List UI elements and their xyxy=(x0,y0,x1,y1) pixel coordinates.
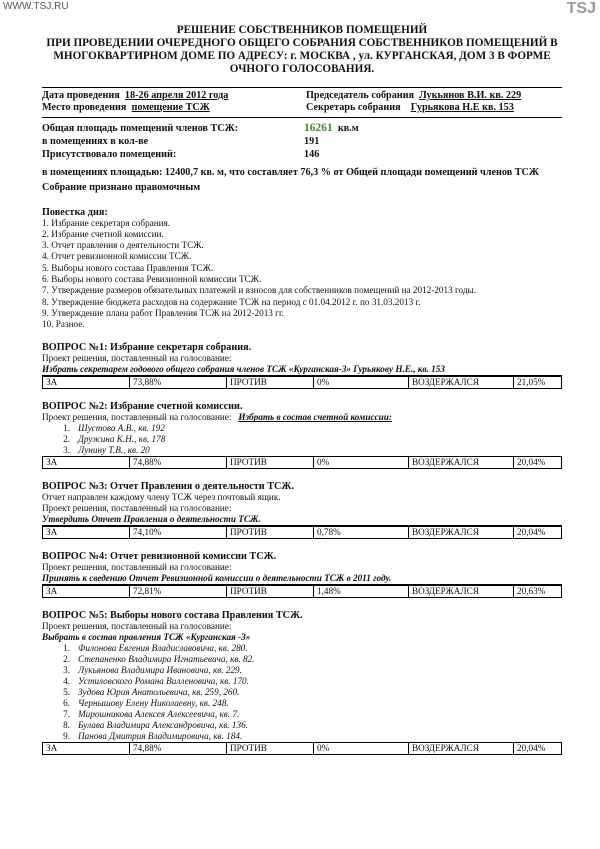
date-value: 18-26 апреля 2012 года xyxy=(124,90,229,101)
agenda-item: 7. Утверждение размеров обязательных платежей и взносов для собственников помещений на 2012-2013 годы. xyxy=(42,285,477,296)
decision-text: Избрать в состав счетной комиссии: xyxy=(238,412,392,423)
agenda-item: 3. Отчет правления о деятельности ТСЖ. xyxy=(42,240,204,251)
list-item: 6. Чернышову Елену Николаевну, кв. 248. xyxy=(63,698,229,709)
question-5 xyxy=(42,610,562,755)
vote-for-value: 72,81% xyxy=(130,586,227,598)
stat-label: Общая площадь помещений членов ТСЖ: xyxy=(42,123,239,134)
secretary-label: Секретарь собрания xyxy=(306,102,401,113)
agenda-item: 9. Утверждение плана работ Правления ТСЖ на 2012-2013 гг. xyxy=(42,307,284,318)
vote-for-value: 74,10% xyxy=(130,527,227,539)
vote-abstain-value: 20,04% xyxy=(514,457,562,469)
quorum-text: Собрание признано правомочным xyxy=(42,181,201,193)
agenda-item: 5. Выборы нового состава Правления ТСЖ. xyxy=(42,262,214,273)
question-2 xyxy=(42,401,562,469)
vote-table xyxy=(42,456,562,469)
vote-abstain-value: 20,63% xyxy=(514,586,562,598)
secretary-value: Гурьякова Н.Е кв. 153 xyxy=(410,102,514,113)
project-label: Проект решения, поставленный на голосование: xyxy=(42,412,232,423)
stat-value: 16261 xyxy=(304,122,333,134)
question-title: ВОПРОС №4: Отчет ревизионной комиссии ТСЖ. xyxy=(42,551,277,563)
vote-abstain-value: 21,05% xyxy=(514,377,562,389)
title-line: ПРИ ПРОВЕДЕНИИ ОЧЕРЕДНОГО ОБЩЕГО СОБРАНИЯ СОБСТВЕННИКОВ ПОМЕЩЕНИЙ В xyxy=(46,37,558,49)
vote-against-value: 0% xyxy=(314,457,409,469)
vote-against-value: 0% xyxy=(314,743,409,755)
decision-text: Утвердить Отчет Правления о деятельности ТСЖ. xyxy=(42,514,562,526)
vote-abstain-label: ВОЗДЕРЖАЛСЯ xyxy=(409,743,514,755)
project-label: Проект решения, поставленный на голосование: xyxy=(42,503,232,514)
decision-text: Избрать секретарем годового общего собрания членов ТСЖ «Курганская-3» Гурьякову Н.Е., кв. 153 xyxy=(42,364,562,376)
vote-against-label: ПРОТИВ xyxy=(227,457,314,469)
list-item: 1. Шустова А.В., кв. 192 xyxy=(63,423,165,434)
list-item: 3. Лукьянова Владимира Ивановича, кв. 229. xyxy=(63,665,242,676)
list-item: 3. Лунину Т.В., кв. 20 xyxy=(63,445,150,456)
attendance-stats xyxy=(42,122,562,161)
stat-unit: кв.м xyxy=(337,123,359,134)
stat-value: 191 xyxy=(304,136,320,147)
list-item: 7. Мирошникова Алексея Алексеевича, кв. 7. xyxy=(63,709,240,720)
agenda-item: 6. Выборы нового состава Ревизионной комиссии ТСЖ. xyxy=(42,273,262,284)
question-3 xyxy=(42,481,562,539)
agenda-list xyxy=(42,218,562,331)
vote-abstain-label: ВОЗДЕРЖАЛСЯ xyxy=(409,377,514,389)
vote-table xyxy=(42,742,562,755)
title-line: РЕШЕНИЕ СОБСТВЕННИКОВ ПОМЕЩЕНИЙ xyxy=(176,24,428,36)
project-label: Проект решения, поставленный на голосование: xyxy=(42,353,232,364)
agenda-item: 2. Избрание счетной комиссии. xyxy=(42,228,164,239)
date-label: Дата проведения xyxy=(42,90,120,101)
question-4 xyxy=(42,551,562,598)
vote-abstain-label: ВОЗДЕРЖАЛСЯ xyxy=(409,586,514,598)
meeting-info xyxy=(42,87,562,118)
question-title: ВОПРОС №1: Избрание секретаря собрания. xyxy=(42,342,252,354)
list-item: 1. Филонова Евгения Владиславовича, кв. 280. xyxy=(63,643,248,654)
stat-value: 146 xyxy=(304,149,320,160)
question-1 xyxy=(42,342,562,389)
list-item: 9. Панова Дмитрия Владимировича, кв. 184. xyxy=(63,731,243,742)
vote-against-label: ПРОТИВ xyxy=(227,586,314,598)
agenda-item: 8. Утверждение бюджета расходов на содержание ТСЖ на период с 01.04.2012 г. по 31.03.2013 г. xyxy=(42,296,421,307)
decision-text: Выбрать в состав правления ТСЖ «Курганская -3» xyxy=(42,632,251,643)
vote-against-value: 0,78% xyxy=(314,527,409,539)
place-label: Место проведения xyxy=(42,102,127,113)
place-value: помещение ТСЖ xyxy=(131,102,210,113)
vote-table xyxy=(42,526,562,539)
vote-abstain-label: ВОЗДЕРЖАЛСЯ xyxy=(409,527,514,539)
question-title: ВОПРОС №2: Избрание счетной комиссии. xyxy=(42,401,243,413)
list-item: 2. Степаненко Владимира Игнатьевича, кв. 82. xyxy=(63,654,255,665)
stat-label: в помещениях в кол-ве xyxy=(42,136,149,147)
question-note: Отчет направлен каждому члену ТСЖ через почтовый ящик. xyxy=(42,492,281,503)
chair-value: Лукьянов В.И. кв. 229 xyxy=(419,90,522,101)
area-text: в помещениях площадью: 12400,7 кв. м, что составляет 76,3 % от Общей площади помещений членов ТСЖ xyxy=(42,167,539,178)
stat-label: Присутствовало помещений: xyxy=(42,149,177,160)
vote-abstain-label: ВОЗДЕРЖАЛСЯ xyxy=(409,457,514,469)
vote-for-label: ЗА xyxy=(43,457,130,469)
list-item: 8. Булава Владимира Александровича, кв. 136. xyxy=(63,720,248,731)
vote-against-label: ПРОТИВ xyxy=(227,377,314,389)
project-label: Проект решения, поставленный на голосование: xyxy=(42,621,232,632)
vote-for-label: ЗА xyxy=(43,586,130,598)
vote-table xyxy=(42,585,562,598)
chair-label: Председатель собрания xyxy=(306,90,415,101)
list-item: 4. Устиловского Романа Вилленовича, кв. 170. xyxy=(63,676,249,687)
list-item: 2. Дружина К.Н., кв. 178 xyxy=(63,434,166,445)
vote-against-value: 1,48% xyxy=(314,586,409,598)
vote-for-label: ЗА xyxy=(43,743,130,755)
title-line: ОЧНОГО ГОЛОСОВАНИЯ. xyxy=(229,63,375,75)
vote-for-label: ЗА xyxy=(43,377,130,389)
agenda-item: 4. Отчет ревизионной комиссии ТСЖ. xyxy=(42,251,192,262)
vote-table xyxy=(42,376,562,389)
vote-against-label: ПРОТИВ xyxy=(227,527,314,539)
vote-for-value: 73,88% xyxy=(130,377,227,389)
question-title: ВОПРОС №3: Отчет Правления о деятельности ТСЖ. xyxy=(42,481,294,493)
vote-against-value: 0% xyxy=(314,377,409,389)
vote-for-value: 74,88% xyxy=(130,457,227,469)
vote-for-label: ЗА xyxy=(43,527,130,539)
list-item: 5. Зудова Юрия Анатольевича, кв. 259, 260. xyxy=(63,687,240,698)
watermark-logo: TSJ xyxy=(566,0,596,17)
agenda-heading: Повестка дня: xyxy=(42,206,108,218)
question-title: ВОПРОС №5: Выборы нового состава Правления ТСЖ. xyxy=(42,610,303,622)
decision-text: Принять к сведению Отчет Ревизионной комиссии о деятельности ТСЖ в 2011 году. xyxy=(42,573,562,585)
vote-abstain-value: 20,04% xyxy=(514,743,562,755)
document-page xyxy=(42,24,562,755)
watermark-url: WWW.TSJ.RU xyxy=(3,1,69,12)
agenda-item: 1. Избрание секретаря собрания. xyxy=(42,217,171,228)
vote-against-label: ПРОТИВ xyxy=(227,743,314,755)
agenda-item: 10. Разное. xyxy=(42,319,85,330)
vote-abstain-value: 20,04% xyxy=(514,527,562,539)
vote-for-value: 74,88% xyxy=(130,743,227,755)
title-line: МНОГОКВАРТИРНОМ ДОМЕ ПО АДРЕСУ: г. МОСКВА , ул. КУРГАНСКАЯ, ДОМ 3 В ФОРМЕ xyxy=(53,50,551,62)
project-label: Проект решения, поставленный на голосование: xyxy=(42,562,232,573)
